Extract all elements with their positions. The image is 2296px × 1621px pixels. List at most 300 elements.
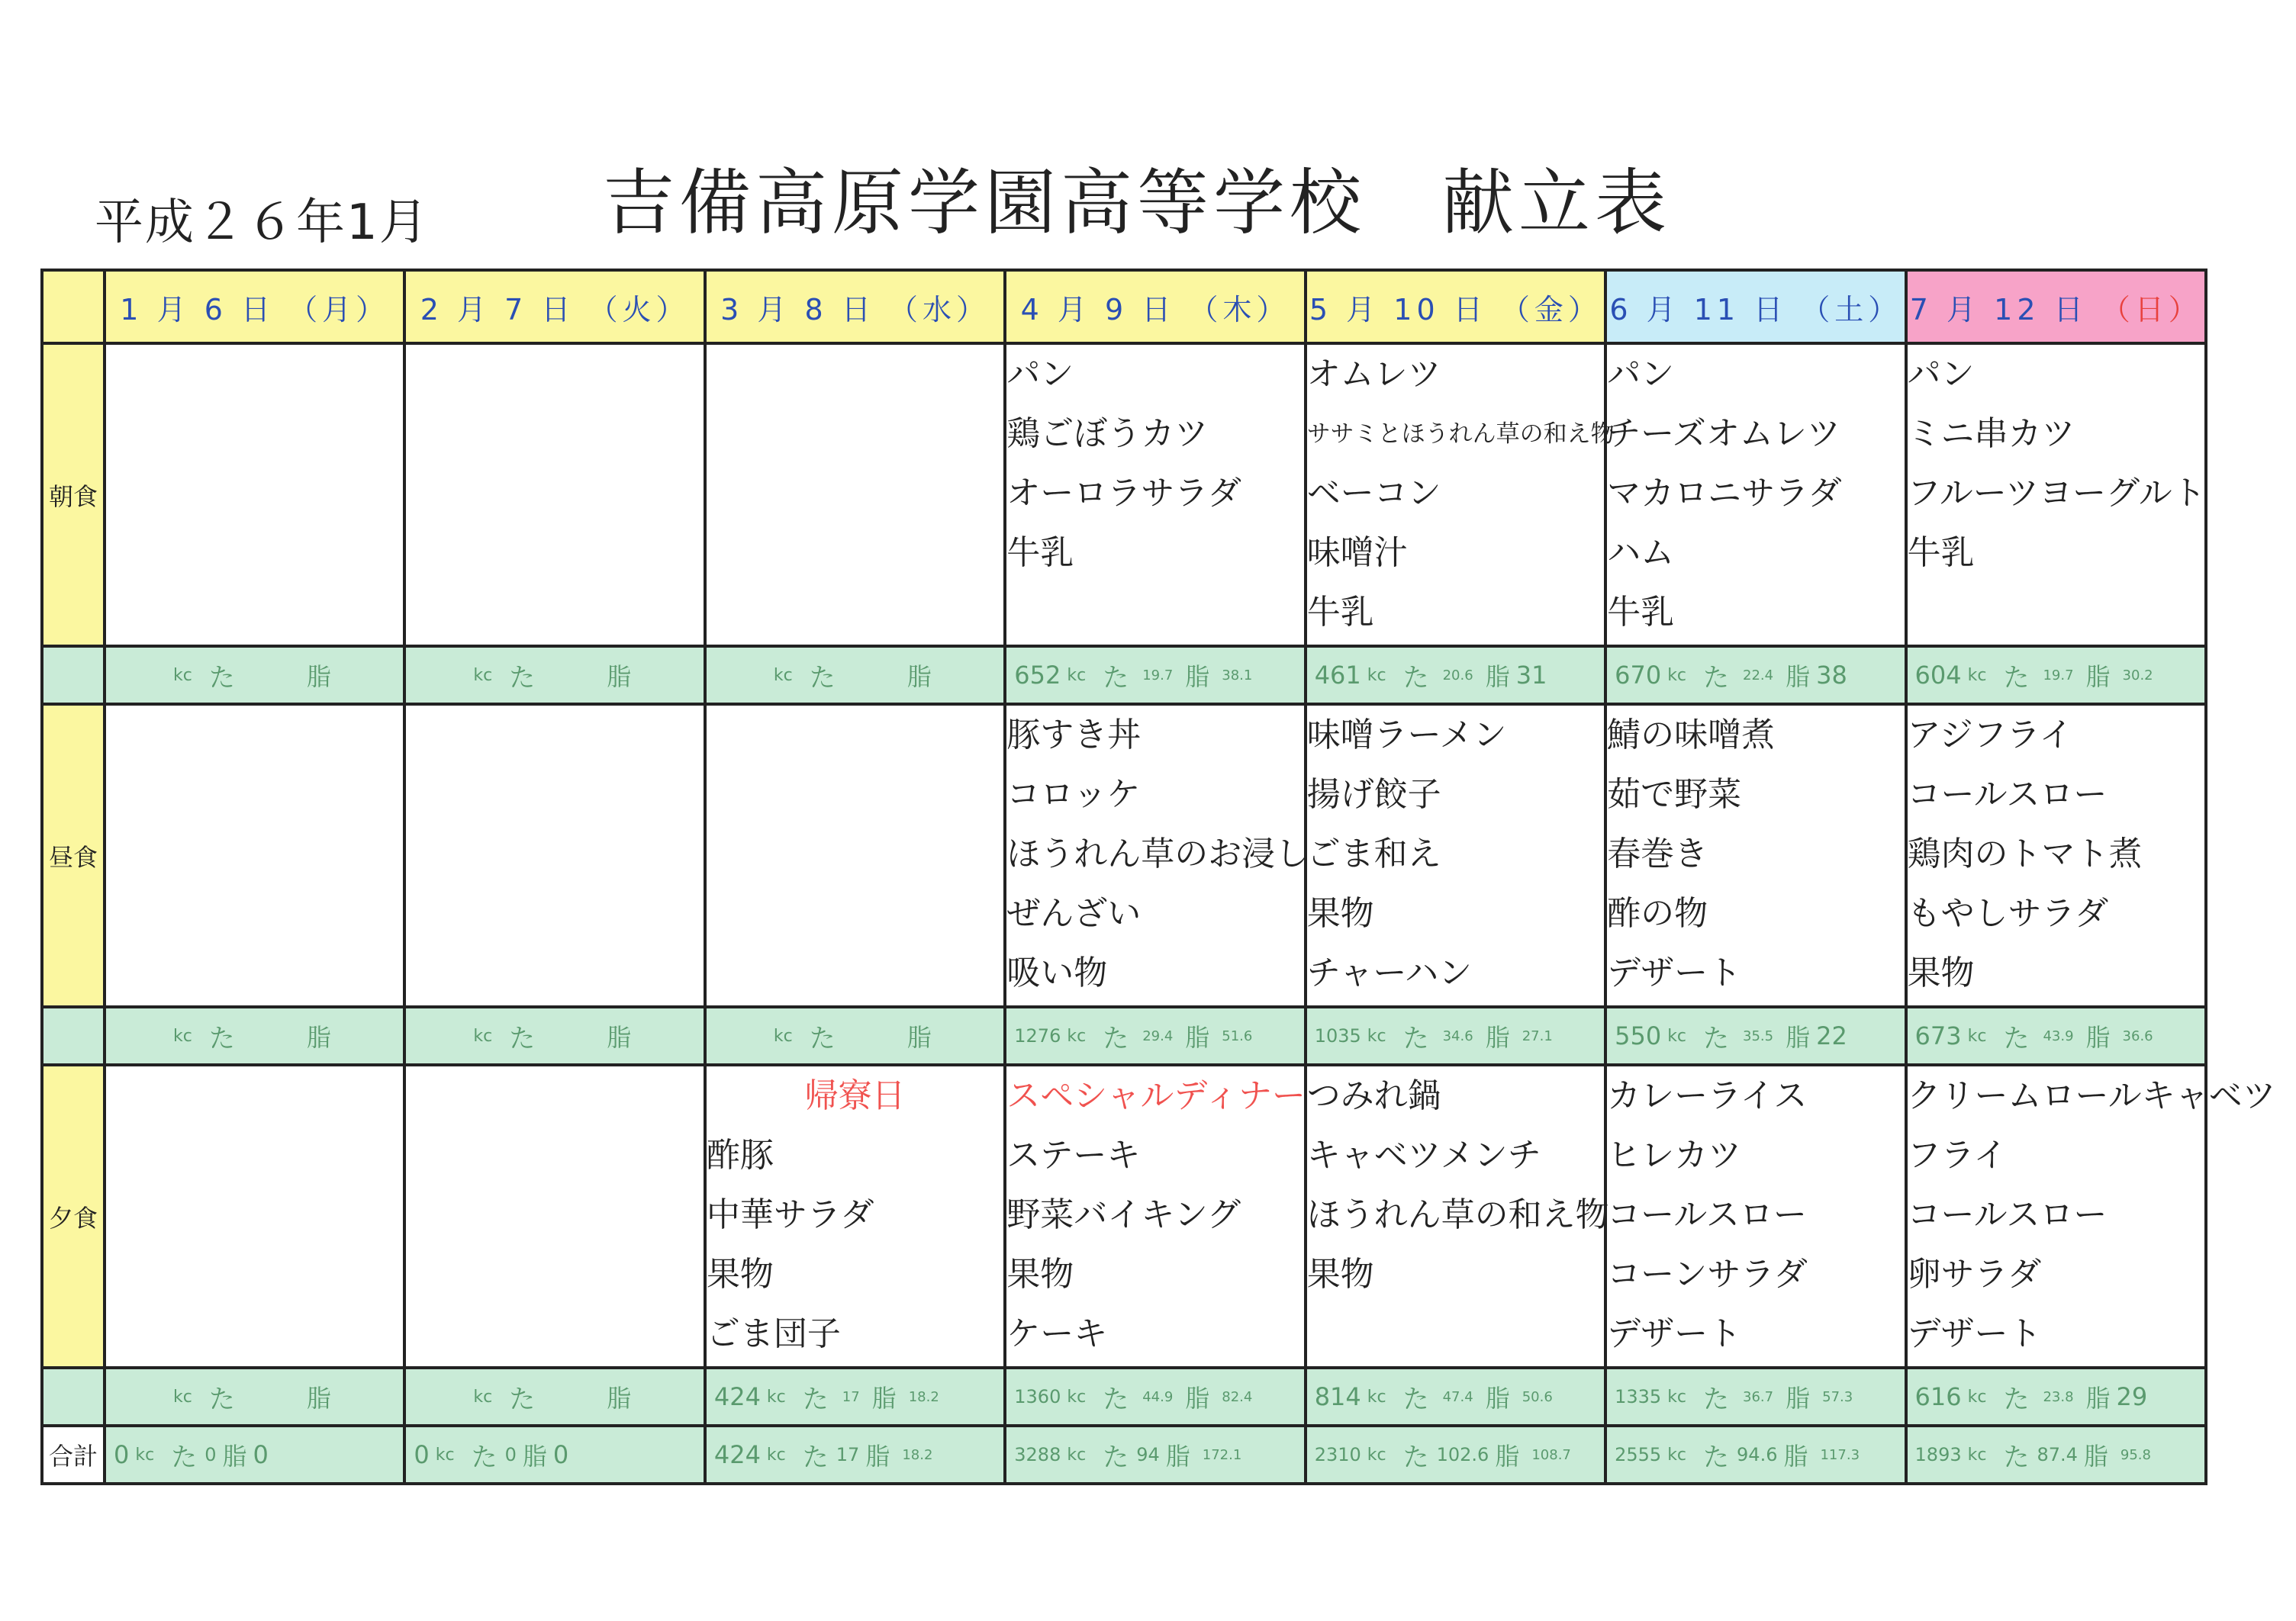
menu-item: スペシャルディナー — [1006, 1076, 1306, 1115]
menu-item: 味噌ラーメン — [1306, 716, 1507, 754]
dinner-row — [42, 1065, 2206, 1368]
menu-item: オーロラサラダ — [1006, 474, 1241, 513]
header-month-kanji: 月 — [457, 292, 491, 326]
weekday-text: 水 — [922, 292, 956, 326]
kcal-value: 1360 — [1014, 1386, 1061, 1407]
fat-value: 18.2 — [908, 1388, 939, 1405]
dinner_nutrition-cell-6 — [1906, 1368, 2206, 1426]
menu-item: クリームロールキャベツ — [1907, 1076, 2276, 1115]
nutrition-values — [1908, 1369, 2204, 1424]
menu-item: デザート — [1607, 1314, 1742, 1353]
protein-value: 94 — [1136, 1444, 1160, 1465]
day-header-3 — [1005, 270, 1305, 343]
menu-item: 牛乳 — [1907, 533, 1975, 572]
dinner_nutrition-cell-2 — [705, 1368, 1005, 1426]
protein-unit: た — [1703, 1384, 1730, 1415]
header-month-kanji: 月 — [757, 292, 791, 326]
protein-unit: た — [1402, 1442, 1429, 1473]
weekday-text: 日 — [2134, 292, 2169, 326]
protein-value: 19.7 — [1142, 667, 1174, 683]
total-row — [42, 1426, 2206, 1484]
header-weekday: （金） — [1500, 292, 1602, 326]
fat-unit: 脂 — [1485, 1023, 1510, 1052]
protein-unit: た — [1402, 662, 1429, 693]
breakfast-cell-5 — [1605, 343, 1905, 646]
kcal-unit: kc — [173, 1026, 192, 1046]
meal-label-dinner: 夕食 — [42, 1065, 105, 1368]
menu-item: 卵サラダ — [1907, 1255, 2042, 1294]
kcal-value: 1035 — [1314, 1025, 1361, 1047]
kcal-unit: kc — [473, 1026, 493, 1046]
nutrition-values — [707, 1427, 1003, 1482]
nutrition-values — [406, 648, 703, 703]
header-date: 8 — [804, 292, 828, 326]
day-header-2 — [705, 270, 1005, 343]
fat-unit: 脂 — [306, 662, 331, 691]
protein-unit: た — [1103, 1023, 1129, 1054]
kcal-unit: kc — [773, 1026, 793, 1046]
protein-value: 22.4 — [1743, 667, 1774, 683]
menu-item: ササミとほうれん草の和え物 — [1306, 420, 1615, 448]
nutrition-values — [1006, 1369, 1303, 1424]
nutrition-values — [707, 648, 1003, 703]
lunch-cell-5 — [1605, 704, 1905, 1007]
fat-value: 0 — [552, 1440, 569, 1469]
nutrition-values — [1908, 648, 2204, 703]
day-header-4 — [1306, 270, 1605, 343]
dinner_nutrition-cell-4 — [1306, 1368, 1605, 1426]
kcal-unit: kc — [1367, 1026, 1386, 1046]
kcal-unit: kc — [1667, 1026, 1687, 1046]
breakfast_nutrition-cell-4 — [1306, 646, 1605, 704]
header-month: 5 — [1309, 292, 1333, 326]
header-weekday: （火） — [588, 292, 690, 326]
kcal-value: 652 — [1014, 661, 1061, 690]
dinner-cell-0 — [105, 1065, 404, 1368]
protein-unit: た — [1402, 1384, 1429, 1415]
fat-unit: 脂 — [607, 1384, 632, 1413]
fat-unit: 脂 — [1786, 1384, 1811, 1413]
kcal-unit: kc — [1367, 1387, 1386, 1407]
weekday-text: 木 — [1222, 292, 1257, 326]
protein-value: 20.6 — [1442, 667, 1473, 683]
breakfast_nutrition-cell-5 — [1605, 646, 1905, 704]
menu-item: 中華サラダ — [706, 1195, 874, 1234]
dinner_nutrition-cell-0 — [105, 1368, 404, 1426]
menu-item: デザート — [1907, 1314, 2042, 1353]
fat-value: 29 — [2116, 1382, 2148, 1411]
totals-cell-0 — [105, 1426, 404, 1484]
protein-value: 43.9 — [2043, 1028, 2074, 1044]
menu-item: 牛乳 — [1607, 593, 1675, 632]
nutrition-values — [1607, 1008, 1904, 1063]
protein-unit: た — [1402, 1023, 1429, 1054]
lunch-cell-3 — [1005, 704, 1309, 1007]
nutrition-values — [1307, 1427, 1604, 1482]
lunch_nutrition-cell-3 — [1005, 1007, 1305, 1065]
dinner-cell-2 — [705, 1065, 1005, 1368]
lunch-nutrition-row — [42, 1007, 2206, 1065]
nutrition-label-cell — [42, 1368, 105, 1426]
meal-label-lunch: 昼食 — [42, 704, 105, 1007]
protein-value: 17 — [842, 1388, 860, 1405]
lunch_nutrition-cell-6 — [1906, 1007, 2206, 1065]
header-date: 6 — [204, 292, 227, 326]
breakfast_nutrition-cell-2 — [705, 646, 1005, 704]
nutrition-values — [406, 1369, 703, 1424]
protein-value: 35.5 — [1743, 1028, 1774, 1044]
dinner_nutrition-cell-5 — [1605, 1368, 1905, 1426]
kcal-value: 0 — [114, 1440, 130, 1469]
protein-value: 29.4 — [1142, 1028, 1174, 1044]
weekday-text: 火 — [622, 292, 656, 326]
kcal-value: 424 — [713, 1382, 761, 1411]
menu-item: マカロニサラダ — [1607, 474, 1842, 513]
fat-value: 38.1 — [1222, 667, 1253, 683]
protein-value: 47.4 — [1442, 1388, 1473, 1405]
header-day-kanji: 日 — [841, 292, 875, 326]
lunch-cell-4 — [1306, 704, 1605, 1007]
kcal-value: 673 — [1914, 1021, 1962, 1050]
menu-item: カレーライス — [1607, 1076, 1808, 1115]
header-weekday: （水） — [888, 292, 990, 326]
menu-item: 果物 — [1907, 954, 1975, 992]
protein-unit: た — [802, 1442, 829, 1473]
fat-value: 31 — [1515, 661, 1547, 690]
fat-unit: 脂 — [1495, 1442, 1520, 1471]
fat-unit: 脂 — [1165, 1442, 1190, 1471]
breakfast_nutrition-cell-0 — [105, 646, 404, 704]
menu-item: もやしサラダ — [1907, 894, 2109, 933]
menu-item: 果物 — [1306, 894, 1374, 933]
fat-value: 108.7 — [1531, 1446, 1571, 1463]
header-month: 2 — [420, 292, 443, 326]
menu-item: ほうれん草の和え物 — [1306, 1195, 1609, 1234]
header-weekday: （土） — [1801, 292, 1902, 326]
header-month: 1 — [120, 292, 143, 326]
nutrition-values — [1307, 1008, 1604, 1063]
nutrition-values — [1006, 648, 1303, 703]
fat-unit: 脂 — [607, 662, 632, 691]
protein-value: 0 — [504, 1444, 517, 1465]
kcal-value: 424 — [713, 1440, 761, 1469]
menu-item: 牛乳 — [1006, 533, 1074, 572]
header-day-kanji: 日 — [240, 292, 275, 326]
lunch_nutrition-cell-5 — [1605, 1007, 1905, 1065]
fat-unit: 脂 — [865, 1442, 890, 1471]
nutrition-values — [106, 1369, 403, 1424]
totals-cell-2 — [705, 1426, 1005, 1484]
nutrition-values — [106, 1008, 403, 1063]
header-date: 7 — [504, 292, 528, 326]
kcal-value: 3288 — [1014, 1444, 1061, 1465]
menu-item: オムレツ — [1306, 355, 1441, 394]
nutrition-values — [1006, 1008, 1303, 1063]
kcal-unit: kc — [1067, 665, 1087, 685]
kcal-value: 0 — [414, 1440, 430, 1469]
lunch-cell-0 — [105, 704, 404, 1007]
nutrition-values — [106, 1427, 403, 1482]
header-date: 11 — [1693, 292, 1741, 326]
menu-item: 果物 — [1306, 1255, 1374, 1294]
menu-item: ミニ串カツ — [1907, 414, 2075, 453]
protein-unit: た — [2003, 662, 2030, 693]
protein-unit: た — [509, 1384, 536, 1415]
protein-unit: た — [208, 1023, 235, 1054]
lunch_nutrition-cell-0 — [105, 1007, 404, 1065]
fat-unit: 脂 — [871, 1384, 897, 1413]
menu-item: 吸い物 — [1006, 954, 1108, 992]
fat-unit: 脂 — [222, 1442, 247, 1471]
breakfast-cell-1 — [404, 343, 704, 646]
menu-item: 春巻き — [1607, 835, 1708, 873]
header-month-kanji: 月 — [1947, 292, 1981, 326]
protein-value: 36.7 — [1743, 1388, 1774, 1405]
header-month-kanji: 月 — [1646, 292, 1680, 326]
lunch-row — [42, 704, 2206, 1007]
nutrition-values — [406, 1427, 703, 1482]
menu-table — [40, 269, 2276, 1485]
header-weekday: （木） — [1189, 292, 1290, 326]
protein-unit: た — [809, 662, 836, 693]
kcal-value: 670 — [1615, 661, 1662, 690]
kcal-unit: kc — [1367, 665, 1386, 685]
breakfast-cell-3 — [1005, 343, 1305, 646]
protein-unit: た — [1703, 1023, 1730, 1054]
header-date: 12 — [1994, 292, 2040, 326]
header-month-kanji: 月 — [1057, 292, 1091, 326]
protein-unit: た — [1703, 1442, 1730, 1473]
totals-cell-3 — [1005, 1426, 1305, 1484]
lunch-cell-6 — [1906, 704, 2206, 1007]
protein-unit: た — [2003, 1023, 2030, 1054]
menu-item: ごま和え — [1306, 835, 1441, 873]
fat-unit: 脂 — [522, 1442, 547, 1471]
day-header-row — [42, 270, 2206, 343]
protein-unit: た — [208, 662, 235, 693]
fat-unit: 脂 — [2083, 1442, 2108, 1471]
weekday-text: 月 — [322, 292, 356, 326]
breakfast_nutrition-cell-6 — [1906, 646, 2206, 704]
menu-item: デザート — [1607, 954, 1742, 992]
protein-value: 34.6 — [1442, 1028, 1473, 1044]
kcal-unit: kc — [1667, 665, 1687, 685]
menu-item: パン — [1907, 355, 1975, 394]
protein-unit: た — [1103, 1384, 1129, 1415]
header-day-kanji: 日 — [1453, 292, 1487, 326]
menu-item: キャベツメンチ — [1306, 1136, 1541, 1175]
fat-unit: 脂 — [2085, 1384, 2111, 1413]
header-corner — [42, 270, 105, 343]
fat-value: 36.6 — [2122, 1028, 2153, 1044]
kcal-value: 461 — [1314, 661, 1361, 690]
menu-item: ほうれん草のお浸し — [1006, 835, 1309, 873]
menu-item: 鯖の味噌煮 — [1607, 716, 1776, 754]
fat-value: 18.2 — [902, 1446, 933, 1463]
nutrition-values — [707, 1369, 1003, 1424]
kcal-value: 2555 — [1615, 1444, 1662, 1465]
meal-label-breakfast: 朝食 — [42, 343, 105, 646]
menu-item: つみれ鍋 — [1306, 1076, 1441, 1115]
menu-item: 果物 — [1006, 1255, 1074, 1294]
menu-item: 牛乳 — [1306, 593, 1374, 632]
header-day-kanji: 日 — [1142, 292, 1176, 326]
dinner-cell-4 — [1306, 1065, 1609, 1368]
protein-unit: た — [471, 1442, 498, 1473]
menu-item: アジフライ — [1907, 716, 2073, 754]
protein-value: 102.6 — [1436, 1444, 1489, 1465]
header-month-kanji: 月 — [1346, 292, 1380, 326]
menu-item: チャーハン — [1306, 954, 1473, 992]
protein-value: 19.7 — [2043, 667, 2074, 683]
lunch_nutrition-cell-1 — [404, 1007, 704, 1065]
nutrition-label-cell — [42, 646, 105, 704]
protein-unit: た — [1103, 662, 1129, 693]
protein-value: 23.8 — [2043, 1388, 2074, 1405]
month-label: 平成２６年1月 — [95, 195, 430, 251]
nutrition-label-cell — [42, 1007, 105, 1065]
header-day-kanji: 日 — [1753, 292, 1788, 326]
breakfast_nutrition-cell-3 — [1005, 646, 1305, 704]
fat-unit: 脂 — [1485, 1384, 1510, 1413]
protein-unit: た — [2003, 1384, 2030, 1415]
kcal-unit: kc — [473, 1387, 493, 1407]
header-month: 7 — [1909, 292, 1933, 326]
kcal-value: 2310 — [1314, 1444, 1361, 1465]
nutrition-values — [1607, 1427, 1904, 1482]
fat-unit: 脂 — [306, 1023, 331, 1052]
nutrition-values — [1908, 1427, 2204, 1482]
nutrition-values — [1006, 1427, 1303, 1482]
kcal-value: 1893 — [1914, 1444, 1962, 1465]
dinner_nutrition-cell-1 — [404, 1368, 704, 1426]
menu-item: 帰寮日 — [804, 1076, 906, 1115]
header-month-kanji: 月 — [156, 292, 191, 326]
fat-unit: 脂 — [607, 1023, 632, 1052]
kcal-unit: kc — [766, 1387, 786, 1407]
menu-item: ごま団子 — [706, 1314, 841, 1353]
fat-value: 50.6 — [1522, 1388, 1553, 1405]
fat-value: 95.8 — [2120, 1446, 2151, 1463]
header-weekday: （日） — [2101, 292, 2202, 326]
protein-unit: た — [171, 1442, 198, 1473]
protein-value: 17 — [836, 1444, 860, 1465]
lunch-cell-2 — [705, 704, 1005, 1007]
menu-item: 酢豚 — [706, 1136, 774, 1175]
kcal-value: 1276 — [1014, 1025, 1061, 1047]
kcal-unit: kc — [1967, 665, 1987, 685]
nutrition-values — [707, 1008, 1003, 1063]
kcal-unit: kc — [1667, 1387, 1687, 1407]
header-month: 4 — [1020, 292, 1044, 326]
menu-item: フライ — [1907, 1136, 2008, 1175]
kcal-value: 814 — [1314, 1382, 1361, 1411]
kcal-unit: kc — [766, 1445, 786, 1465]
header-date: 10 — [1393, 292, 1440, 326]
fat-unit: 脂 — [1185, 1384, 1210, 1413]
fat-value: 30.2 — [2122, 667, 2153, 683]
kcal-unit: kc — [1967, 1445, 1987, 1465]
breakfast-row — [42, 343, 2206, 646]
protein-unit: た — [509, 1023, 536, 1054]
kcal-unit: kc — [1667, 1445, 1687, 1465]
protein-value: 44.9 — [1142, 1388, 1174, 1405]
nutrition-values — [1307, 648, 1604, 703]
weekday-text: 金 — [1534, 292, 1568, 326]
menu-item: ベーコン — [1306, 474, 1441, 513]
header-weekday: （月） — [288, 292, 390, 326]
kcal-unit: kc — [773, 665, 793, 685]
fat-unit: 脂 — [1185, 662, 1210, 691]
kcal-unit: kc — [1967, 1026, 1987, 1046]
menu-item: フルーツヨーグルト — [1907, 474, 2206, 513]
page-title: 吉備高原学園高等学校 献立表 — [603, 162, 1672, 245]
nutrition-values — [1607, 648, 1904, 703]
dinner-cell-5 — [1605, 1065, 1905, 1368]
fat-value: 0 — [253, 1440, 269, 1469]
kcal-unit: kc — [173, 665, 192, 685]
protein-unit: た — [809, 1023, 836, 1054]
fat-value: 172.1 — [1202, 1446, 1242, 1463]
fat-value: 57.3 — [1822, 1388, 1853, 1405]
kcal-unit: kc — [1967, 1387, 1987, 1407]
lunch_nutrition-cell-4 — [1306, 1007, 1605, 1065]
day-header-0 — [105, 270, 404, 343]
fat-value: 27.1 — [1522, 1028, 1553, 1044]
menu-item: コロッケ — [1006, 775, 1141, 814]
dinner-cell-6 — [1906, 1065, 2276, 1368]
menu-item: パン — [1006, 355, 1074, 394]
nutrition-values — [106, 648, 403, 703]
protein-unit: た — [1703, 662, 1730, 693]
fat-unit: 脂 — [1786, 662, 1811, 691]
kcal-unit: kc — [135, 1445, 155, 1465]
dinner_nutrition-cell-3 — [1005, 1368, 1305, 1426]
day-header-5 — [1605, 270, 1905, 343]
totals-cell-5 — [1605, 1426, 1905, 1484]
menu-item: コールスロー — [1907, 775, 2108, 814]
menu-item: 茹で野菜 — [1607, 775, 1742, 814]
lunch_nutrition-cell-2 — [705, 1007, 1005, 1065]
menu-item: コールスロー — [1607, 1195, 1807, 1234]
kcal-value: 550 — [1615, 1021, 1662, 1050]
fat-unit: 脂 — [2085, 662, 2111, 691]
kcal-value: 604 — [1914, 661, 1962, 690]
day-header-6 — [1906, 270, 2206, 343]
fat-unit: 脂 — [1185, 1023, 1210, 1052]
menu-item: ヒレカツ — [1607, 1136, 1742, 1175]
menu-item: チーズオムレツ — [1607, 414, 1840, 453]
menu-item: ぜんざい — [1006, 894, 1142, 933]
fat-value: 38 — [1816, 661, 1847, 690]
breakfast-cell-6 — [1906, 343, 2206, 646]
nutrition-values — [1307, 1369, 1604, 1424]
fat-value: 51.6 — [1222, 1028, 1253, 1044]
breakfast-cell-0 — [105, 343, 404, 646]
menu-item: 味噌汁 — [1306, 533, 1408, 572]
totals-cell-4 — [1306, 1426, 1605, 1484]
nutrition-values — [1607, 1369, 1904, 1424]
day-header-1 — [404, 270, 704, 343]
kcal-unit: kc — [1067, 1445, 1087, 1465]
fat-unit: 脂 — [1485, 662, 1510, 691]
dinner-cell-1 — [404, 1065, 704, 1368]
header-month: 6 — [1609, 292, 1633, 326]
menu-item: コーンサラダ — [1607, 1255, 1808, 1294]
menu-item: 揚げ餃子 — [1306, 775, 1441, 814]
dinner-cell-3 — [1005, 1065, 1305, 1368]
protein-unit: た — [208, 1384, 235, 1415]
